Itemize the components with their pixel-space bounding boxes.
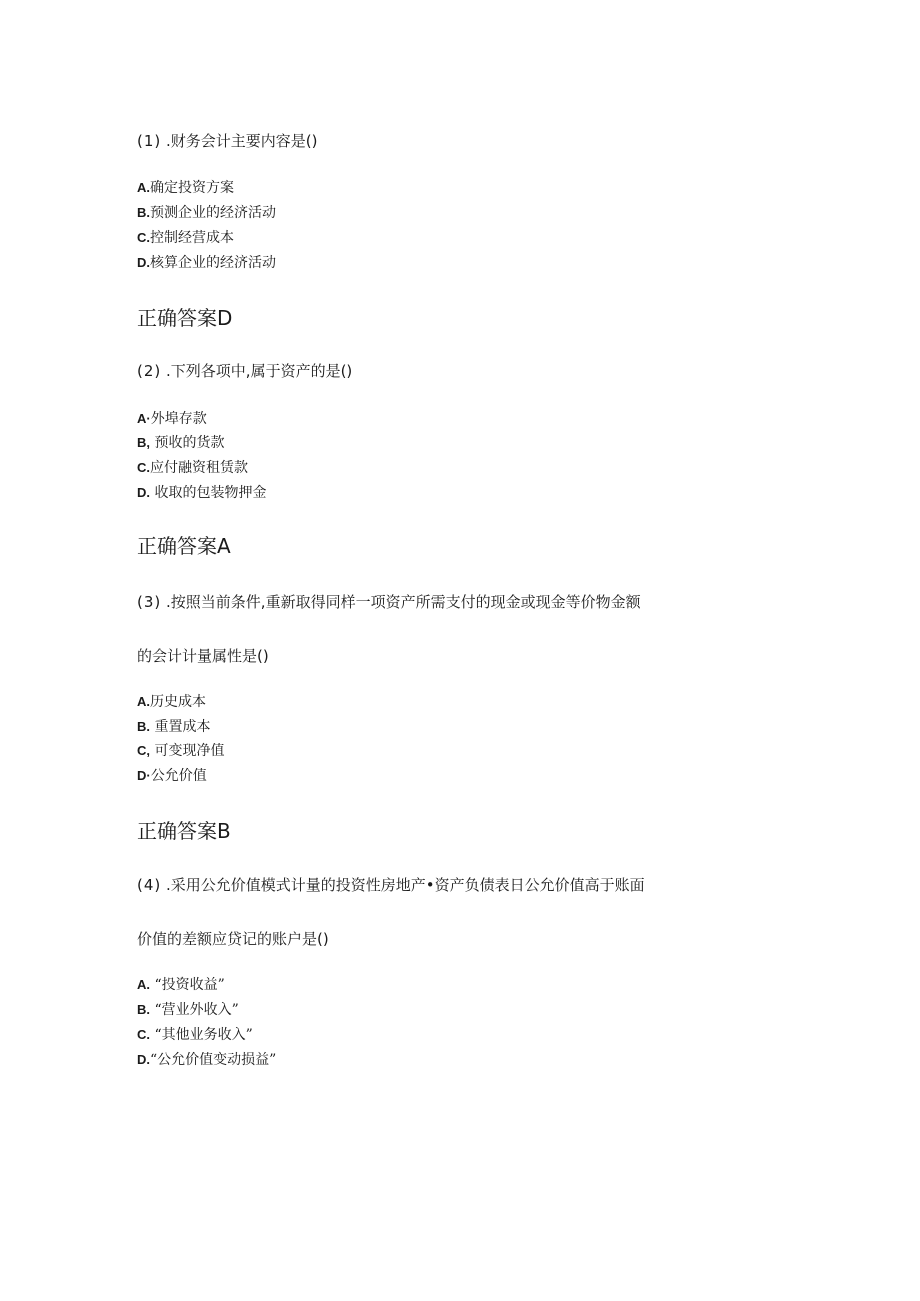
question-3-answer: 正确答案B [137,819,231,843]
question-1-answer: 正确答案D [137,306,233,330]
option-text: 控制经营成本 [150,230,234,246]
option-letter: A. [137,977,150,992]
option-letter: D· [137,768,151,783]
question-text: .下列各项中,属于资产的是() [166,362,353,380]
option-letter: A· [137,411,151,426]
question-3-option-a [137,692,206,712]
question-text: .采用公允价值模式计量的投资性房地产•资产负债表日公允价值高于账面 [166,876,645,894]
option-letter: D. [137,1052,150,1067]
option-text: “投资收益” [150,977,225,993]
question-number: (3) [137,593,162,611]
question-text: .财务会计主要内容是() [166,132,318,150]
question-3-option-b [137,717,210,737]
question-1-option-b [137,203,276,223]
option-letter: A. [137,180,150,195]
question-3-stem [137,592,641,612]
question-4-option-d [137,1050,276,1070]
question-2-answer: 正确答案A [137,534,231,558]
option-letter: C. [137,1027,150,1042]
option-letter: B. [137,719,150,734]
question-3-stem-continued: 的会计计量属性是() [137,647,269,665]
option-letter: B. [137,1002,150,1017]
option-text: 收取的包装物押金 [150,485,267,501]
option-text: 历史成本 [150,694,206,710]
option-text: 确定投资方案 [150,180,234,196]
option-text: 可变现净值 [150,743,225,759]
option-letter: D. [137,255,150,270]
question-4-stem [137,875,645,895]
option-letter: C. [137,460,150,475]
option-text: 公允价值 [150,768,207,784]
option-letter: B. [137,205,150,220]
option-text: “其他业务收入” [150,1027,253,1043]
option-letter: B, [137,435,150,450]
question-4-option-b [137,1000,239,1020]
question-2-option-a [137,409,207,429]
option-letter: D. [137,485,150,500]
question-number: (4) [137,876,162,894]
option-text: “营业外收入” [150,1002,239,1018]
question-1-stem [137,131,318,151]
option-text: 重置成本 [150,719,211,735]
question-2-option-b [137,433,224,453]
option-text: “公允价值变动损益” [150,1052,277,1068]
question-text: .按照当前条件,重新取得同样一项资产所需支付的现金或现金等价物金额 [166,593,641,611]
question-2-option-d [137,483,266,503]
option-letter: C, [137,743,150,758]
option-text: 预收的货款 [150,435,225,451]
question-3-option-c [137,741,224,761]
question-2-option-c [137,458,248,478]
option-letter: C. [137,230,150,245]
question-number: (1) [137,132,162,150]
question-3-option-d [137,766,207,786]
option-text: 预测企业的经济活动 [150,205,276,221]
question-4-option-a [137,975,225,995]
question-number: (2) [137,362,162,380]
question-1-option-c [137,228,234,248]
question-1-option-a [137,178,234,198]
question-2-stem [137,361,352,381]
question-4-stem-continued: 价值的差额应贷记的账户是() [137,930,329,948]
option-text: 应付融资租赁款 [150,460,248,476]
question-1-option-d [137,253,276,273]
option-text: 核算企业的经济活动 [150,255,276,271]
option-text: 外埠存款 [150,411,207,427]
option-letter: A. [137,694,150,709]
question-4-option-c [137,1025,253,1045]
